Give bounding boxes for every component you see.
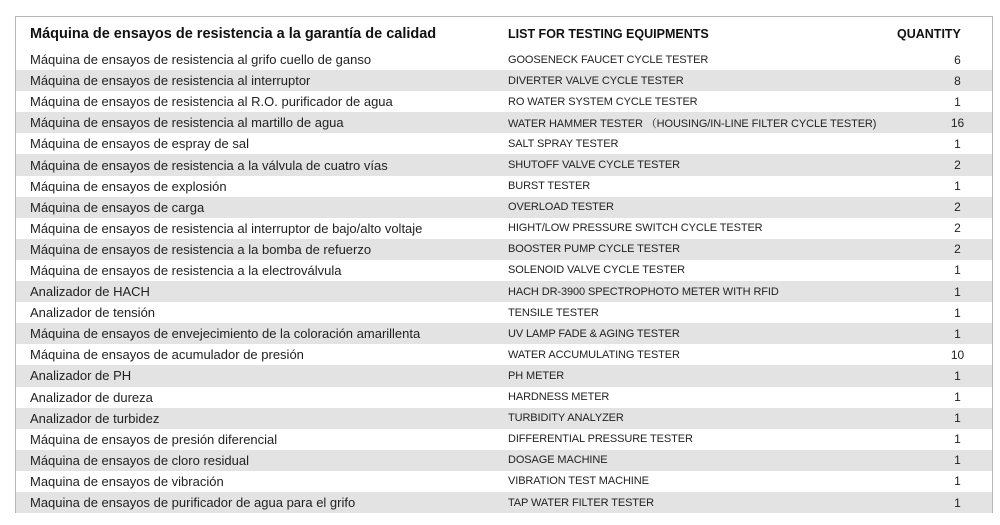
quantity: 2 (954, 158, 961, 173)
spanish-name: Maquina de ensayos de vibración (30, 473, 224, 489)
table-row (16, 154, 992, 175)
quantity: 10 (950, 347, 965, 362)
english-name: BURST TESTER (508, 180, 591, 193)
spanish-name: Máquina de ensayos de espray de sal (30, 136, 249, 152)
quantity: 1 (954, 474, 961, 489)
spanish-name: Máquina de ensayos de presión diferencial (30, 431, 278, 447)
header-quantity: QUANTITY (897, 26, 961, 41)
table-row (16, 197, 992, 218)
table-row (16, 91, 992, 112)
quantity: 1 (954, 179, 961, 194)
equipment-table (16, 17, 992, 513)
quantity: 1 (954, 432, 961, 447)
table-row (16, 49, 992, 70)
spanish-name: Máquina de ensayos de resistencia a la bomba de refuerzo (30, 241, 372, 257)
spanish-name: Analizador de PH (30, 368, 132, 384)
spanish-name: Máquina de ensayos de acumulador de presión (30, 347, 304, 363)
english-name: SHUTOFF VALVE CYCLE TESTER (508, 159, 681, 172)
quantity: 2 (954, 221, 961, 236)
table-row (16, 387, 992, 408)
table-row (16, 176, 992, 197)
english-name: TENSILE TESTER (508, 306, 599, 319)
quantity: 6 (954, 52, 961, 67)
table-row (16, 365, 992, 386)
spanish-name: Máquina de ensayos de resistencia al interruptor de bajo/alto voltaje (30, 220, 423, 236)
english-name: HIGHT/LOW PRESSURE SWITCH CYCLE TESTER (508, 222, 763, 235)
quantity: 8 (954, 73, 961, 88)
english-name: WATER HAMMER TESTER （HOUSING/IN-LINE FILTER CYCLE TESTER) (508, 117, 877, 130)
spanish-name: Máquina de ensayos de resistencia al martillo de agua (30, 115, 344, 131)
spanish-name: Máquina de ensayos de resistencia a la electroválvula (30, 262, 342, 278)
table-row (16, 133, 992, 154)
quantity: 1 (954, 136, 961, 151)
spanish-name: Analizador de HACH (30, 284, 150, 300)
english-name: RO WATER SYSTEM CYCLE TESTER (508, 95, 698, 108)
quantity: 1 (954, 390, 961, 405)
table-row (16, 302, 992, 323)
spanish-name: Máquina de ensayos de carga (30, 199, 205, 215)
spanish-name: Máquina de ensayos de resistencia a la válvula de cuatro vías (30, 157, 388, 173)
english-name: SOLENOID VALVE CYCLE TESTER (508, 264, 686, 277)
english-name: WATER ACCUMULATING TESTER (508, 348, 680, 361)
quantity: 1 (954, 305, 961, 320)
table-row (16, 323, 992, 344)
spanish-name: Máquina de ensayos de explosión (30, 178, 227, 194)
english-name: VIBRATION TEST MACHINE (508, 475, 649, 488)
quantity: 1 (954, 94, 961, 109)
table-row (16, 344, 992, 365)
spanish-name: Analizador de dureza (30, 389, 153, 405)
table-row (16, 260, 992, 281)
table-row (16, 471, 992, 492)
english-name: PH METER (508, 369, 565, 382)
english-name: DIVERTER VALVE CYCLE TESTER (508, 74, 684, 87)
quantity: 1 (954, 326, 961, 341)
english-name: TURBIDITY ANALYZER (508, 412, 624, 425)
quantity: 1 (954, 368, 961, 383)
table-row (16, 218, 992, 239)
quantity: 1 (954, 453, 961, 468)
quantity: 1 (954, 284, 961, 299)
spanish-name: Máquina de ensayos de resistencia al interruptor (30, 73, 311, 89)
table-row (16, 429, 992, 450)
english-name: OVERLOAD TESTER (508, 201, 614, 214)
table-row (16, 112, 992, 133)
quantity: 1 (954, 495, 961, 510)
spanish-name: Analizador de tensión (30, 305, 156, 321)
spanish-name: Analizador de turbidez (30, 410, 160, 426)
english-name: BOOSTER PUMP CYCLE TESTER (508, 243, 680, 256)
english-name: TAP WATER FILTER TESTER (508, 496, 655, 509)
table-row (16, 450, 992, 471)
table-row (16, 492, 992, 513)
spanish-name: Maquina de ensayos de purificador de agua para el grifo (30, 495, 356, 511)
quantity: 1 (954, 263, 961, 278)
table-row (16, 70, 992, 91)
english-name: HACH DR-3900 SPECTROPHOTO METER WITH RFID (508, 285, 779, 298)
table-row (16, 281, 992, 302)
quantity: 16 (950, 115, 965, 130)
spanish-name: Máquina de ensayos de resistencia al grifo cuello de ganso (30, 52, 372, 68)
spanish-name: Máquina de ensayos de resistencia al R.O. purificador de agua (30, 94, 393, 110)
table-header-row (16, 17, 992, 49)
table-body (16, 49, 992, 513)
quantity: 2 (954, 200, 961, 215)
quantity: 1 (954, 411, 961, 426)
english-name: GOOSENECK FAUCET CYCLE TESTER (508, 53, 709, 66)
header-english: LIST FOR TESTING EQUIPMENTS (508, 26, 709, 41)
english-name: DIFFERENTIAL PRESSURE TESTER (508, 433, 693, 446)
table-row (16, 239, 992, 260)
english-name: UV LAMP FADE & AGING TESTER (508, 327, 680, 340)
spanish-name: Máquina de ensayos de envejecimiento de la coloración amarillenta (30, 326, 421, 342)
header-spanish: Máquina de ensayos de resistencia a la garantía de calidad (30, 25, 437, 42)
english-name: HARDNESS METER (508, 391, 610, 404)
table-row (16, 408, 992, 429)
english-name: SALT SPRAY TESTER (508, 137, 619, 150)
equipment-table-frame (15, 16, 993, 513)
english-name: DOSAGE MACHINE (508, 454, 608, 467)
spanish-name: Máquina de ensayos de cloro residual (30, 452, 249, 468)
quantity: 2 (954, 242, 961, 257)
